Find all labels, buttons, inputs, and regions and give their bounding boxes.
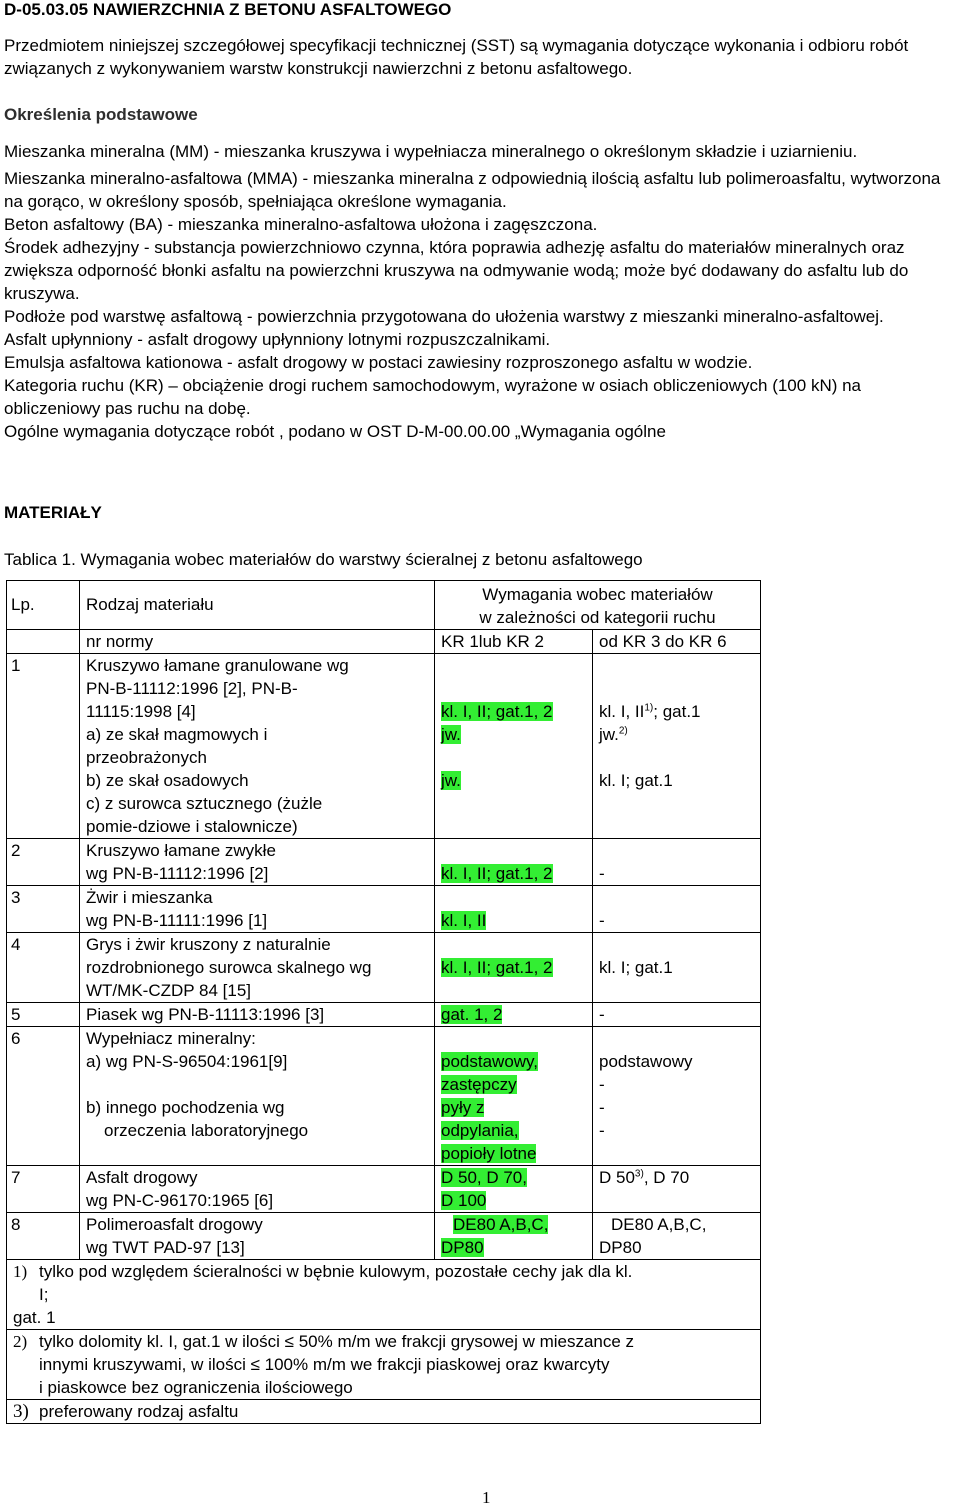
footnote-text: preferowany rodzaj asfaltu	[39, 1402, 239, 1421]
row-material	[80, 886, 435, 933]
kr36-line	[599, 723, 756, 746]
header-kr12: KR 1lub KR 2	[435, 630, 593, 654]
kr36-text: podstawowy	[599, 1052, 693, 1071]
row-kr36	[593, 1003, 761, 1027]
table-row	[7, 1003, 761, 1027]
definition-ba: Beton asfaltowy (BA) - mieszanka mineralno-asfaltowa ułożona i zagęszczona.	[4, 215, 598, 234]
footnote-text: tylko pod względem ścieralności w bębnie kulowym, pozostałe cechy jak dla kl.	[39, 1262, 633, 1281]
kr12-line	[441, 979, 588, 1002]
kr36-line	[599, 1189, 756, 1212]
material-line	[86, 1166, 430, 1189]
row-kr36	[593, 1027, 761, 1166]
material-line	[86, 815, 430, 838]
kr12-line	[441, 746, 588, 769]
material-line	[86, 909, 430, 932]
kr12-line	[441, 1166, 588, 1189]
section-heading-materials: MATERIAŁY	[4, 503, 102, 522]
row-kr36	[593, 1166, 761, 1213]
row-lp: 4	[7, 933, 80, 1003]
kr36-line	[599, 1003, 756, 1026]
kr12-line	[441, 909, 588, 932]
kr12-line	[441, 933, 588, 956]
table-row	[7, 933, 761, 1003]
row-material	[80, 1003, 435, 1027]
row-material	[80, 1166, 435, 1213]
material-line	[86, 723, 430, 746]
definition-adhesive: Środek adhezyjny - substancja powierzchniowo czynna, która poprawia adhezję asfaltu do materiałów mineralnych oraz zwiększa odporność błonki asfaltu na powierzchni kruszywa na odmywanie wodą; może być dodawany do asfaltu lub do kruszywa.	[4, 238, 909, 303]
material-line-text: Kruszywo łamane zwykłe	[86, 841, 276, 860]
section-heading-definitions: Określenia podstawowe	[4, 105, 198, 124]
kr12-line-text: jw.	[441, 771, 461, 790]
header-requirements-line2: w zależności od kategorii ruchu	[479, 608, 716, 627]
row-kr36	[593, 839, 761, 886]
row-kr12	[435, 839, 593, 886]
kr36-line	[599, 1119, 756, 1142]
kr36-text: -	[599, 864, 605, 883]
kr36-line	[599, 1027, 756, 1050]
kr12-line	[441, 1096, 588, 1119]
kr12-line	[441, 654, 588, 677]
kr12-line-text: gat. 1, 2	[441, 1005, 503, 1024]
kr12-line	[441, 862, 588, 885]
row-kr12	[435, 1166, 593, 1213]
footnote-ref: 2)	[618, 725, 628, 737]
row-kr12	[435, 1213, 593, 1260]
material-line	[86, 1096, 430, 1119]
row-kr36	[593, 886, 761, 933]
kr36-line	[599, 839, 756, 862]
material-line	[86, 1073, 430, 1096]
row-lp: 8	[7, 1213, 80, 1260]
definition-traffic-category: Kategoria ruchu (KR) – obciążenie drogi ruchem samochodowym, wyrażone w osiach obliczeniowych (100 kN) na obliczeniowy pas ruchu na dobę.	[4, 376, 862, 418]
kr36-text: -	[599, 1121, 605, 1140]
document-title: D-05.03.05 NAWIERZCHNIA Z BETONU ASFALTOWEGO	[4, 0, 452, 19]
row-lp: 1	[7, 654, 80, 839]
kr12-line	[441, 1119, 588, 1142]
kr12-line-text: DE80 A,B,C,	[453, 1215, 549, 1234]
definition-mma: Mieszanka mineralno-asfaltowa (MMA) - mieszanka mineralna z odpowiednią ilością asfaltu lub polimeroasfaltu, wytworzona na gorąco, w określony sposób, spełniająca określone wymagania.	[4, 169, 941, 211]
footnote-row	[7, 1260, 761, 1330]
header-lp: Lp.	[7, 581, 80, 630]
kr36-line	[599, 815, 756, 838]
kr36-line	[599, 979, 756, 1002]
kr12-line-text: odpylania,	[441, 1121, 519, 1140]
material-line-text: Kruszywo łamane granulowane wg	[86, 656, 349, 675]
kr36-text: DP80	[599, 1238, 642, 1257]
kr36-line	[599, 862, 756, 885]
material-line	[86, 1213, 430, 1236]
row-material	[80, 1027, 435, 1166]
kr36-text: jw.	[599, 725, 619, 744]
material-line-text: Asfalt drogowy	[86, 1168, 198, 1187]
material-line-text: a) wg PN-S-96504:1961[9]	[86, 1052, 288, 1071]
kr36-line	[599, 769, 756, 792]
row-lp: 2	[7, 839, 80, 886]
kr36-text: D 50	[599, 1168, 635, 1187]
definition-emulsion: Emulsja asfaltowa kationowa - asfalt drogowy w postaci zawiesiny rozproszonego asfaltu w wodzie.	[4, 353, 753, 372]
footnote-ref: 3)	[634, 1168, 644, 1180]
header-requirements	[435, 581, 761, 630]
material-line-text: wg TWT PAD-97 [13]	[86, 1238, 245, 1257]
kr12-line-text: podstawowy,	[441, 1052, 539, 1071]
kr36-line	[599, 1073, 756, 1096]
material-line	[86, 677, 430, 700]
kr36-line	[599, 909, 756, 932]
footnote-text: innymi kruszywami, w ilości ≤ 100% m/m we frakcji piaskowej oraz kwarcyty	[39, 1355, 610, 1374]
material-line-text: pomie-dziowe i stalownicze)	[86, 817, 298, 836]
footnote-line	[13, 1330, 756, 1353]
kr36-line	[599, 1213, 756, 1236]
definitions-list	[4, 140, 954, 443]
material-line-text: WT/MK-CZDP 84 [15]	[86, 981, 251, 1000]
header-kr36: od KR 3 do KR 6	[593, 630, 761, 654]
footnote-number: 3)	[13, 1401, 29, 1422]
kr12-line	[441, 677, 588, 700]
table-row	[7, 654, 761, 839]
material-line	[86, 1003, 430, 1026]
kr36-text: kl. I; gat.1	[599, 771, 673, 790]
kr36-line	[599, 1236, 756, 1259]
header-material: Rodzaj materiału	[80, 581, 435, 630]
footnote-line	[13, 1353, 756, 1376]
row-kr12	[435, 933, 593, 1003]
kr12-line	[441, 1027, 588, 1050]
kr36-line	[599, 677, 756, 700]
row-kr12	[435, 886, 593, 933]
material-line-text: c) z surowca sztucznego (żużle	[86, 794, 323, 813]
material-line-text: Grys i żwir kruszony z naturalnie	[86, 935, 331, 954]
material-line	[86, 1027, 430, 1050]
footnote-tail: gat. 1	[13, 1308, 56, 1327]
material-line-text: Żwir i mieszanka	[86, 888, 213, 907]
material-line	[86, 839, 430, 862]
kr12-line-text: kl. I, II; gat.1, 2	[441, 702, 553, 721]
kr12-line	[441, 700, 588, 723]
definition-substrate: Podłoże pod warstwę asfaltową - powierzchnia przygotowana do ułożenia warstwy z mieszanki mineralno-asfaltowej.	[4, 307, 884, 326]
kr12-line	[441, 769, 588, 792]
material-line-text: wg PN-B-11112:1996 [2]	[86, 864, 269, 883]
kr12-line	[441, 1236, 588, 1259]
kr36-line	[599, 886, 756, 909]
material-line	[86, 1189, 430, 1212]
material-line-text: Piasek wg PN-B-11113:1996 [3]	[86, 1005, 325, 1024]
kr12-line-text: D 50, D 70,	[441, 1168, 527, 1187]
material-line-text: a) ze skał magmowych i	[86, 725, 268, 744]
material-line	[86, 979, 430, 1002]
subheader-empty	[7, 630, 80, 654]
row-kr36	[593, 933, 761, 1003]
definition-mm: Mieszanka mineralna (MM) - mieszanka kruszywa i wypełniacza mineralnego o określonym składzie i uziarnieniu.	[4, 142, 858, 161]
table-row	[7, 1166, 761, 1213]
row-kr12	[435, 654, 593, 839]
kr36-text: kl. I, II	[599, 702, 645, 721]
kr36-line	[599, 654, 756, 677]
kr12-line-text: D 100	[441, 1191, 487, 1210]
kr36-after: , D 70	[643, 1168, 690, 1187]
footnote-line	[13, 1376, 756, 1399]
general-requirements-note: Ogólne wymagania dotyczące robót , podano w OST D-M-00.00.00 „Wymagania ogólne	[4, 422, 666, 441]
material-line	[86, 933, 430, 956]
material-line-text: wg PN-C-96170:1965 [6]	[86, 1191, 274, 1210]
material-line-text: 11115:1998 [4]	[86, 702, 196, 721]
table-row	[7, 1027, 761, 1166]
footnote-ref: 1)	[644, 702, 654, 714]
footnote-line	[13, 1283, 756, 1306]
material-line-text: Polimeroasfalt drogowy	[86, 1215, 263, 1234]
footnote-line	[13, 1260, 756, 1283]
table-header-row	[7, 581, 761, 630]
kr12-line-text: pyły z	[441, 1098, 485, 1117]
row-material	[80, 1213, 435, 1260]
table-caption: Tablica 1. Wymagania wobec materiałów do warstwy ścieralnej z betonu asfaltowego	[4, 550, 643, 569]
footnote-cell	[7, 1260, 761, 1330]
material-line-text: b) innego pochodzenia wg	[86, 1098, 285, 1117]
kr36-line	[599, 700, 756, 723]
material-line-text: rozdrobnionego surowca skalnego wg	[86, 958, 372, 977]
footnote-text: tylko dolomity kl. I, gat.1 w ilości ≤ 50% m/m we frakcji grysowej w mieszance z	[39, 1332, 635, 1351]
footnote-row	[7, 1400, 761, 1424]
table-row	[7, 839, 761, 886]
kr36-line	[599, 1096, 756, 1119]
footnote-text: i piaskowce bez ograniczenia ilościowego	[39, 1378, 353, 1397]
row-lp: 7	[7, 1166, 80, 1213]
material-line	[86, 886, 430, 909]
row-kr12	[435, 1027, 593, 1166]
material-line	[86, 1236, 430, 1259]
footnote-cell	[7, 1330, 761, 1400]
material-line	[86, 700, 430, 723]
kr12-line	[441, 1050, 588, 1073]
kr12-line	[441, 1003, 588, 1026]
footnote-number: 2)	[13, 1332, 28, 1351]
kr36-text: -	[599, 911, 605, 930]
kr36-line	[599, 933, 756, 956]
row-lp: 5	[7, 1003, 80, 1027]
kr12-line-text: kl. I, II; gat.1, 2	[441, 958, 553, 977]
kr36-line	[599, 792, 756, 815]
material-line-text: orzeczenia laboratoryjnego	[104, 1121, 309, 1140]
kr36-text: -	[599, 1005, 605, 1024]
row-kr36	[593, 1213, 761, 1260]
material-line	[86, 769, 430, 792]
row-material	[80, 839, 435, 886]
material-line-text: b) ze skał osadowych	[86, 771, 249, 790]
header-requirements-line1: Wymagania wobec materiałów	[482, 585, 713, 604]
row-material	[80, 654, 435, 839]
material-line	[86, 1119, 430, 1142]
kr12-line	[441, 815, 588, 838]
kr36-text: kl. I; gat.1	[599, 958, 673, 977]
kr12-line-text: jw.	[441, 725, 461, 744]
kr36-line	[599, 1166, 756, 1189]
kr36-text: -	[599, 1075, 605, 1094]
kr12-line-text: popioły lotne	[441, 1144, 537, 1163]
page-number: 1	[482, 1488, 491, 1507]
material-line	[86, 654, 430, 677]
footnote-row	[7, 1330, 761, 1400]
kr36-line	[599, 1142, 756, 1165]
kr12-line-text: kl. I, II	[441, 911, 487, 930]
material-line	[86, 1050, 430, 1073]
material-line-text: Wypełniacz mineralny:	[86, 1029, 256, 1048]
kr12-line	[441, 1213, 588, 1236]
row-lp: 3	[7, 886, 80, 933]
kr12-line	[441, 1189, 588, 1212]
table-row	[7, 886, 761, 933]
kr12-line	[441, 792, 588, 815]
material-line-text: wg PN-B-11111:1996 [1]	[86, 911, 268, 930]
material-line-text: PN-B-11112:1996 [2], PN-B-	[86, 679, 298, 698]
kr36-text: DE80 A,B,C,	[611, 1215, 707, 1234]
table-row	[7, 1213, 761, 1260]
kr12-line	[441, 1073, 588, 1096]
material-line-text: przeobrażonych	[86, 748, 207, 767]
definition-cutback: Asfalt upłynniony - asfalt drogowy upłynniony lotnymi rozpuszczalnikami.	[4, 330, 551, 349]
row-kr12	[435, 1003, 593, 1027]
kr12-line	[441, 839, 588, 862]
materials-requirements-table	[6, 580, 761, 1424]
footnote-number: 1)	[13, 1262, 28, 1281]
kr12-line-text: DP80	[441, 1238, 484, 1257]
kr36-text: -	[599, 1098, 605, 1117]
kr36-line	[599, 956, 756, 979]
intro-paragraph: Przedmiotem niniejszej szczegółowej specyfikacji technicznej (SST) są wymagania dotyczące wykonania i odbioru robót związanych z wykonywaniem warstw konstrukcji nawierzchni z betonu asfaltowego.	[4, 36, 909, 78]
kr12-line	[441, 956, 588, 979]
kr12-line-text: zastępczy	[441, 1075, 517, 1094]
footnote-line	[13, 1400, 756, 1423]
header-norm: nr normy	[80, 630, 435, 654]
material-line	[86, 862, 430, 885]
table-subheader-row	[7, 630, 761, 654]
row-material	[80, 933, 435, 1003]
kr12-line	[441, 1142, 588, 1165]
material-line	[86, 792, 430, 815]
kr36-after: ; gat.1	[653, 702, 701, 721]
kr12-line	[441, 886, 588, 909]
material-line	[86, 956, 430, 979]
footnote-text: I;	[39, 1285, 49, 1304]
row-kr36	[593, 654, 761, 839]
material-line	[86, 746, 430, 769]
kr36-line	[599, 1050, 756, 1073]
kr36-line	[599, 746, 756, 769]
kr12-line	[441, 723, 588, 746]
kr12-line-text: kl. I, II; gat.1, 2	[441, 864, 553, 883]
material-line	[86, 1142, 430, 1165]
row-lp: 6	[7, 1027, 80, 1166]
footnote-cell	[7, 1400, 761, 1424]
